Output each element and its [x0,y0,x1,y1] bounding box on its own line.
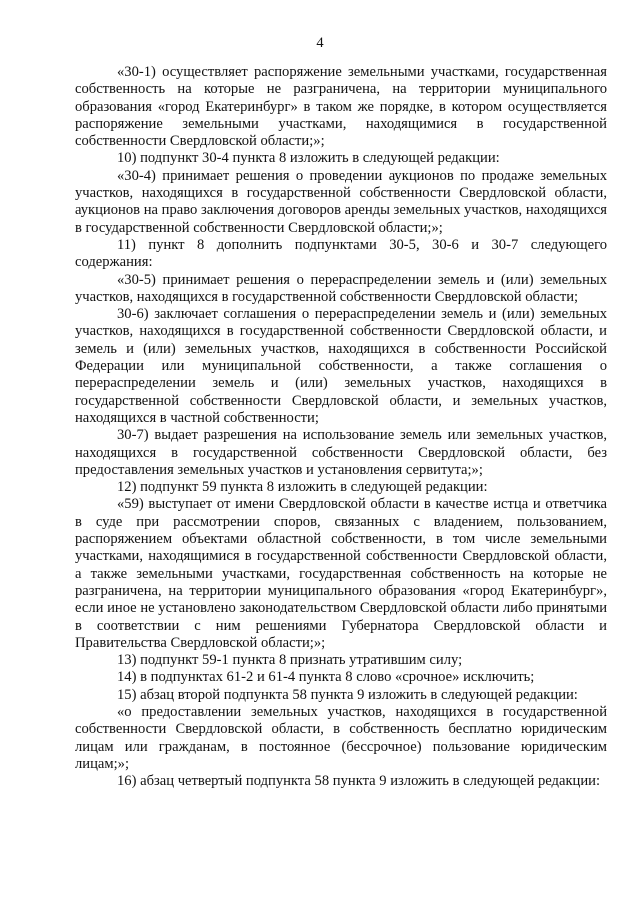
paragraph-item-58-abzac-2: «о предоставлении земельных участков, находящихся в государственной собственности Свердловской области, в собственность бесплатно юридическим лицам или гражданам, в постоянное (бессрочное) пользование юридическим лицам;»; [75,703,607,772]
paragraph-amendment-11: 11) пункт 8 дополнить подпунктами 30-5, 30-6 и 30-7 следующего содержания: [75,236,607,271]
paragraph-amendment-15: 15) абзац второй подпункта 58 пункта 9 изложить в следующей редакции: [117,686,578,703]
paragraph-item-30-6: 30-6) заключает соглашения о перераспределении земель и (или) земельных участков, находящихся в государственной собственности Свердловской области, и земель и (или) земельных участков, находящихся в собственности Российской Федерации или муниципальной собственности, а также соглашения о перераспределении земель и (или) земельных участков, находящихся в государственной собственности Свердловской области, и земельных участков, находящихся в частной собственности; [75,306,607,426]
paragraph-amendment-13: 13) подпункт 59-1 пункта 8 признать утратившим силу; [117,652,463,669]
paragraph-item-30-4: «30-4) принимает решения о проведении аукционов по продаже земельных участков, находящихся в государственной собственности Свердловской области, аукционов на право заключения договоров аренды земельных участков, находящихся в государственной собственности Свердловской области;»; [75,167,607,236]
page-number: 4 [316,35,324,51]
paragraph-item-30-7: 30-7) выдает разрешения на использование земель или земельных участков, находящихся в государственной собственности Свердловской области, без предоставления земельных участков и установления сервитута;»; [75,427,607,478]
paragraph-amendment-12: 12) подпункт 59 пункта 8 изложить в следующей редакции: [117,479,488,496]
paragraph-item-30-5: «30-5) принимает решения о перераспределении земель и (или) земельных участков, находящихся в государственной собственности Свердловской области; [75,271,607,305]
body-text [75,64,607,790]
paragraph-item-59: «59) выступает от имени Свердловской области в качестве истца и ответчика в суде при рассмотрении споров, связанных с владением, пользованием, распоряжением объектами областной собственности, в том числе земельными участками, находящимися в государственной собственности Свердловской области, а также земельными участками, государственная собственность на которые не разграничена, на территории муниципального образования «город Екатеринбург», если иное не установлено законодательством Свердловской области либо принятыми в соответствии с ним решениями Губернатора Свердловской области и Правительства Свердловской области;»; [75,496,607,651]
paragraph-amendment-16: 16) абзац четвертый подпункта 58 пункта 9 изложить в следующей редакции: [117,773,601,790]
paragraph-amendment-10: 10) подпункт 30-4 пункта 8 изложить в следующей редакции: [117,150,500,167]
paragraph-amendment-14: 14) в подпунктах 61-2 и 61-4 пункта 8 слово «срочное» исключить; [117,669,535,686]
paragraph-item-30-1: «30-1) осуществляет распоряжение земельными участками, государственная собственность на которые не разграничена, на территории муниципального образования «город Екатеринбург» в таком же порядке, в котором осуществляется распоряжение земельными участками, находящимися в государственной собственности Свердловской области;»; [75,64,607,150]
